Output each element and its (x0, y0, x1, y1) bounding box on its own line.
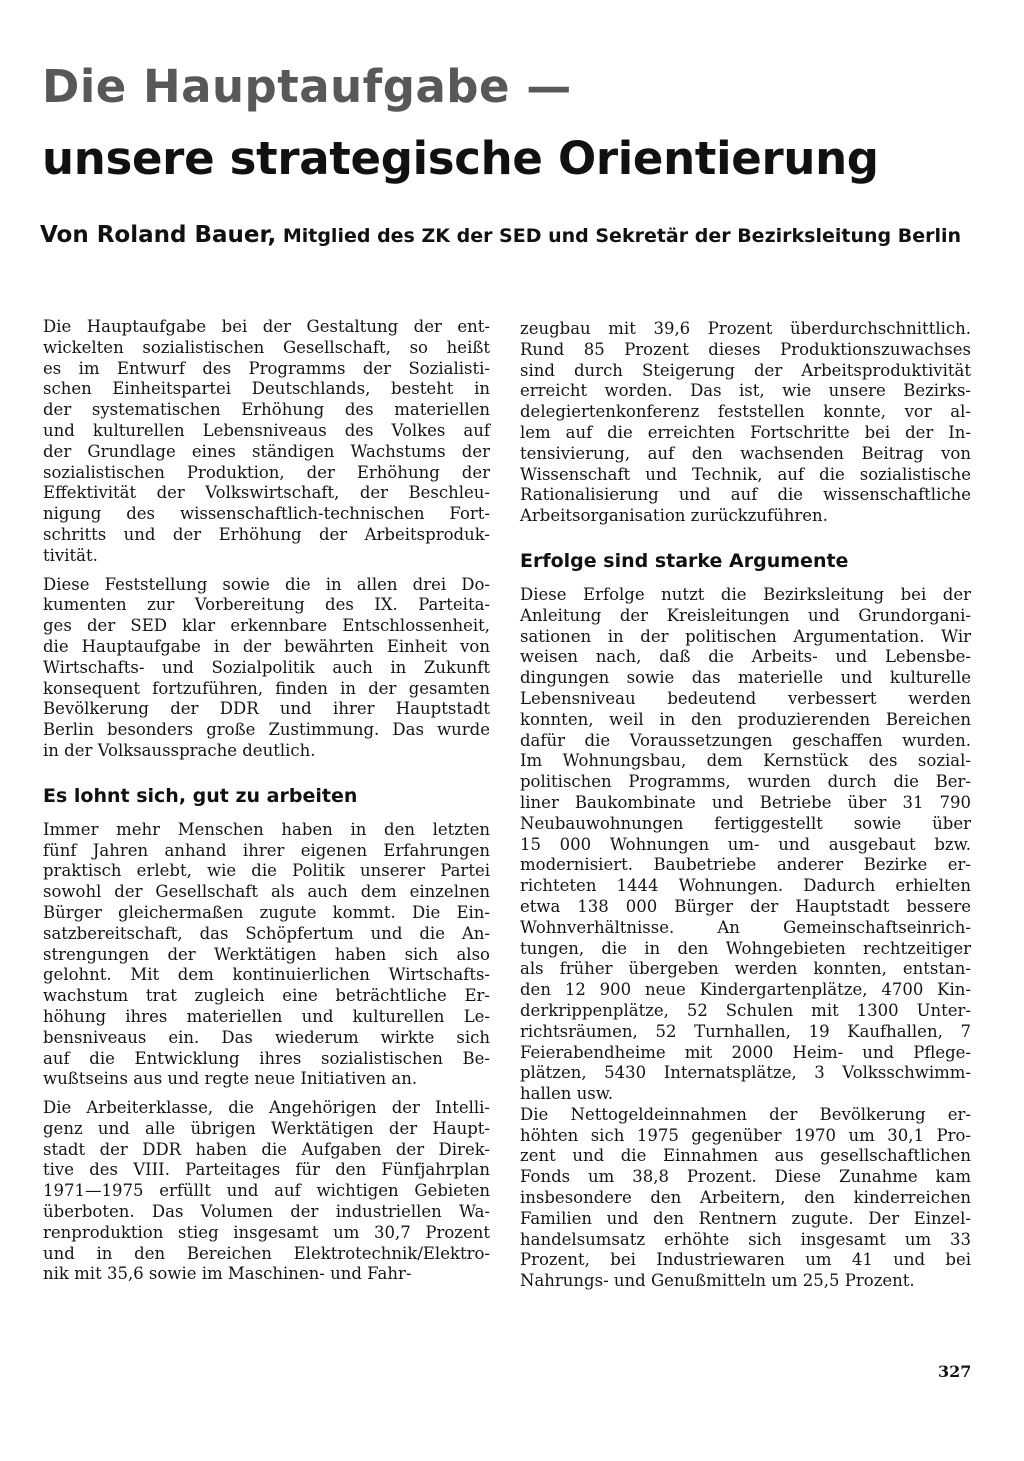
text-line: tive des VIII. Parteitages für den Fünfjahrplan (43, 1160, 490, 1180)
text-line: Rund 85 Prozent dieses Produktionszuwachses (520, 339, 971, 359)
text-line: Prozent, bei Industriewaren um 41 und bei (520, 1250, 971, 1270)
paragraph (43, 317, 490, 567)
text-line: genz und alle übrigen Werktätigen der Haupt- (43, 1118, 490, 1138)
text-line: dafür die Voraussetzungen geschaffen wurden. (520, 730, 971, 750)
text-line: sowohl der Gesellschaft als auch dem einzelnen (43, 882, 490, 902)
text-line: auf die Entwicklung ihres sozialistischen Be- (43, 1048, 490, 1068)
text-line: den 12 900 neue Kindergartenplätze, 4700 Kin- (520, 980, 971, 1000)
text-line: und kulturellen Lebensniveaus des Volkes auf (43, 420, 490, 440)
text-line: sationen in der politischen Argumentation. Wir (520, 626, 971, 646)
byline-author: Von Roland Bauer, (40, 222, 277, 248)
text-line: handelsumsatz erhöhte sich insgesamt um 33 (520, 1229, 971, 1249)
text-line: Im Wohnungsbau, dem Kernstück des sozial- (520, 751, 971, 771)
text-line: in der Volksaussprache deutlich. (43, 740, 316, 760)
text-line: Nahrungs- und Genußmitteln um 25,5 Prozent. (520, 1271, 915, 1291)
text-line: tungen, die in den Wohngebieten rechtzeitiger (520, 938, 971, 958)
text-line: Die Nettogeldeinnahmen der Bevölkerung er- (520, 1104, 971, 1124)
text-line: Diese Erfolge nutzt die Bezirksleitung bei der (520, 584, 971, 604)
byline (40, 222, 961, 248)
text-line: plätzen, 5430 Internatsplätze, 3 Volksschwimm- (520, 1063, 971, 1083)
text-line: wachstum trat zugleich eine beträchtliche Er- (43, 986, 490, 1006)
headline-line-1: Die Hauptaufgabe — (42, 60, 572, 113)
text-line: satzbereitschaft, das Schöpfertum und die An- (43, 923, 490, 943)
text-line: richteten 1444 Wohnungen. Dadurch erhielten (520, 876, 971, 896)
text-line: überboten. Das Volumen der industriellen Wa- (43, 1202, 490, 1222)
text-line: Diese Feststellung sowie die in allen drei Do- (43, 574, 490, 594)
text-line: der systematischen Erhöhung des materiellen (43, 400, 490, 420)
text-line: bensniveaus ein. Das wiederum wirkte sich (43, 1027, 490, 1047)
text-line: höhung ihres materiellen und kulturellen Le- (43, 1006, 490, 1026)
text-line: wickelten sozialistischen Gesellschaft, so heißt (43, 337, 490, 357)
section-heading: Erfolge sind starke Argumente (520, 549, 849, 572)
left-column (43, 317, 490, 1285)
text-line: modernisiert. Baubetriebe anderer Bezirke er- (520, 855, 971, 875)
paragraph (520, 1105, 971, 1292)
text-line: richtsräumen, 52 Turnhallen, 19 Kaufhallen, 7 (520, 1021, 971, 1041)
text-line: insbesondere den Arbeitern, den kinderreichen (520, 1188, 971, 1208)
page-number: 327 (938, 1362, 972, 1381)
right-column (520, 319, 971, 1292)
text-line: Berlin besonders große Zustimmung. Das wurde (43, 720, 490, 740)
text-line: 15 000 Wohnungen um- und ausgebaut bzw. (520, 834, 971, 854)
text-line: und in den Bereichen Elektrotechnik/Elektro- (43, 1243, 490, 1263)
text-line: nik mit 35,6 sowie im Maschinen- und Fahr- (43, 1264, 412, 1284)
text-line: kumenten zur Vorbereitung des IX. Parteita- (43, 595, 490, 615)
text-line: weisen nach, daß die Arbeits- und Lebensbe- (520, 647, 971, 667)
section-heading: Es lohnt sich, gut zu arbeiten (43, 784, 358, 807)
text-line: schritts und der Erhöhung der Arbeitsproduk- (43, 524, 490, 544)
text-line: renproduktion stieg insgesamt um 30,7 Prozent (43, 1222, 490, 1242)
text-line: Lebensniveau bedeutend verbessert werden (520, 688, 971, 708)
byline-role: Mitglied des ZK der SED und Sekretär der Bezirksleitung Berlin (276, 225, 962, 247)
text-line: zent und die Einnahmen aus gesellschaftlichen (520, 1146, 971, 1166)
text-line: Die Arbeiterklasse, die Angehörigen der Intelli- (43, 1098, 490, 1118)
text-line: Bevölkerung der DDR und ihrer Hauptstadt (43, 699, 490, 719)
text-line: als früher übergeben werden konnten, entstan- (520, 959, 971, 979)
text-line: der Grundlage eines ständigen Wachstums der (43, 441, 490, 461)
text-line: Neubauwohnungen fertiggestellt sowie über (520, 813, 971, 833)
text-line: es im Entwurf des Programms der Sozialisti- (43, 358, 490, 378)
text-line: erreicht worden. Das ist, wie unsere Bezirks- (520, 381, 971, 401)
text-line: Wirtschafts- und Sozialpolitik auch in Zukunft (43, 657, 490, 677)
text-line: sind durch Steigerung der Arbeitsproduktivität (520, 360, 971, 380)
text-line: sozialistischen Produktion, der Erhöhung der (43, 462, 490, 482)
text-line: konsequent fortzuführen, finden in der gesamten (43, 678, 490, 698)
text-line: ges der SED klar erkennbare Entschlossenheit, (43, 616, 490, 636)
text-line: etwa 138 000 Bürger der Hauptstadt bessere (520, 896, 971, 916)
text-line: delegiertenkonferenz feststellen konnte, vor al- (520, 402, 971, 422)
text-line: stadt der DDR haben die Aufgaben der Direk- (43, 1139, 490, 1159)
text-line: gelohnt. Mit dem kontinuierlichen Wirtschafts- (43, 965, 490, 985)
text-line: höhten sich 1975 gegenüber 1970 um 30,1 Pro- (520, 1125, 971, 1145)
text-line: derkrippenplätze, 52 Schulen mit 1300 Unter- (520, 1000, 971, 1020)
text-line: tensivierung, auf den wachsenden Beitrag von (520, 443, 971, 463)
text-line: Effektivität der Volkswirtschaft, der Beschleu- (43, 483, 490, 503)
text-line: fünf Jahren anhand ihrer eigenen Erfahrungen (43, 840, 490, 860)
text-line: Familien und den Rentnern zugute. Der Einzel- (520, 1208, 971, 1228)
column-divider (507, 320, 508, 1340)
text-line: liner Baukombinate und Betriebe über 31 790 (520, 792, 971, 812)
text-line: 1971—1975 erfüllt und auf wichtigen Gebieten (43, 1181, 490, 1201)
text-line: strengungen der Werktätigen haben sich also (43, 944, 490, 964)
text-line: tivität. (43, 545, 98, 565)
text-line: Bürger gleichermaßen zugute kommt. Die Ein- (43, 902, 490, 922)
headline-line-2: unsere strategische Orientierung (42, 132, 879, 185)
paragraph (43, 1098, 490, 1285)
text-line: Anleitung der Kreisleitungen und Grundorgani- (520, 605, 971, 625)
text-line: Fonds um 38,8 Prozent. Diese Zunahme kam (520, 1167, 971, 1187)
paragraph (520, 585, 971, 1105)
text-line: konnten, weil in den produzierenden Bereichen (520, 709, 971, 729)
text-line: zeugbau mit 39,6 Prozent überdurchschnittlich. (520, 319, 971, 338)
text-line: lem auf die erreichten Fortschritte bei der In- (520, 422, 971, 442)
text-line: Immer mehr Menschen haben in den letzten (43, 819, 490, 839)
paragraph (520, 319, 971, 527)
text-line: die Hauptaufgabe in der bewährten Einheit von (43, 636, 490, 656)
text-line: Die Hauptaufgabe bei der Gestaltung der ent- (43, 317, 490, 336)
text-line: Wohnverhältnisse. An Gemeinschaftseinrich- (520, 917, 971, 937)
text-line: dingungen sowie das materielle und kulturelle (520, 668, 971, 688)
text-line: politischen Programms, wurden durch die Ber- (520, 772, 971, 792)
text-line: wußtseins aus und regte neue Initiativen an. (43, 1069, 418, 1089)
text-line: Rationalisierung und auf die wissenschaftliche (520, 485, 971, 505)
text-line: hallen usw. (520, 1084, 614, 1104)
text-line: schen Einheitspartei Deutschlands, besteht in (43, 379, 490, 399)
text-line: Arbeitsorganisation zurückzuführen. (520, 506, 828, 526)
text-line: Wissenschaft und Technik, auf die sozialistische (520, 464, 971, 484)
text-line: Feierabendheime mit 2000 Heim- und Pflege- (520, 1042, 971, 1062)
text-line: praktisch erlebt, wie die Politik unserer Partei (43, 861, 490, 881)
paragraph (43, 820, 490, 1090)
paragraph (43, 575, 490, 762)
text-line: nigung des wissenschaftlich-technischen Fort- (43, 504, 490, 524)
